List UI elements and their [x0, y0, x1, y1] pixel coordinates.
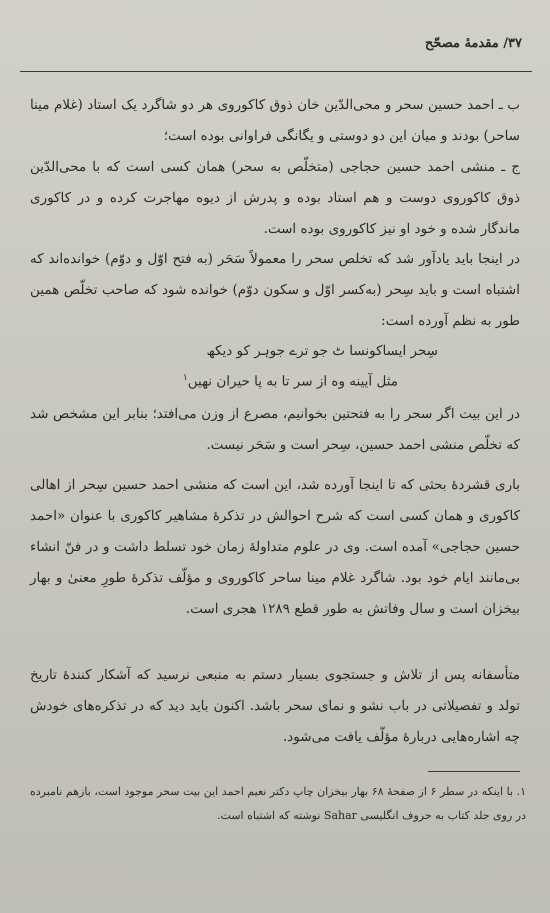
verse-line-1: سِحر ایساکونسا ٹ جو ترے جوہر کو دیکھ [206, 343, 438, 359]
footnote: ۱. با اینکه در سطر ۶ از صفحهٔ ۶۸ بهار بیخزان چاپ دکتر نعیم احمد این بیت سحر موجود است، بازهم نامبرده در روی جلد کتاب به حروف انگلیسی Sahar نوشته که اشتباه است. [30, 785, 526, 822]
footnote-marker: ۱ [182, 373, 188, 383]
paragraph-summary: باری قشردهٔ بحثی که تا اینجا آورده شد، این است که منشی احمد حسین سِحر از اهالی کاکوری و همان کسی است که شرح احوالش در تذکرهٔ مشاهیر کاکوری با عنوان «احمد حسین حجاجی» آمده است. وی در علوم متداولهٔ زمان خود تسلط داشت و در فنّ انشاء بی‌مانند ایام خود بود. شاگرد غلام مینا ساحر کاکوروی و مؤلّف تذکرهٔ طورِ معنیٰ و بهار بیخزان است و سال وفاتش به طور قطع ۱۲۸۹ هجری است. [30, 477, 520, 617]
verse-line-2-text: مثل آیینه وه از سر تا به پا حیران نهیں [187, 373, 398, 390]
paragraph-b: ب ـ احمد حسین سحر و محی‌الدّین خان ذوق کاکوروی هر دو شاگرد یک استاد (غلام مینا ساحر) بودند و میان این دو دوستی و یگانگی فراوانی بوده است؛ [30, 97, 520, 144]
verse-line-2 [183, 373, 398, 390]
paragraph-pronunciation: در اینجا باید یادآور شد که تخلص سحر را معمولاً سَحَر (به فتح اوّل و دوّم) خوانده‌اند که اشتباه است و باید سِحر (به‌کسر اوّل و سکون دوّم) خوانده شود که صاحب تخلّص همین طور به نظم آورده است: [30, 251, 520, 329]
running-header: ۳۷/ مقدمهٔ مصحّح [424, 36, 522, 51]
paragraph-c: ج ـ منشی احمد حسین حجاجی (متخلّص به سحر) همان کسی است که با محی‌الدّین ذوق کاکوروی دوست و هم استاد بوده و پدرش از دیوه مهاجرت کرده و در کاکوری ماندگار شده و خود او نیز کاکوروی بوده است. [30, 159, 520, 237]
paragraph-sources: متأسفانه پس از تلاش و جستجوی بسیار دستم به منبعی نرسید که آشکار کنندهٔ تاریخ تولد و تفصیلاتی در باب نشو و نمای سحر باشد. اکنون باید دید که در تذکره‌های خودش چه اشاره‌هایی دربارهٔ مؤلّف یافت می‌شود. [30, 667, 520, 745]
footnote-rule [428, 771, 520, 772]
paragraph-meter: در این بیت اگر سحر را به فتحتین بخوانیم، مصرع از وزن می‌افتد؛ بنابر این مشخص شد که تخلّص منشی احمد حسین، سِحر است و سَحَر نیست. [30, 406, 520, 453]
header-rule [20, 71, 532, 72]
